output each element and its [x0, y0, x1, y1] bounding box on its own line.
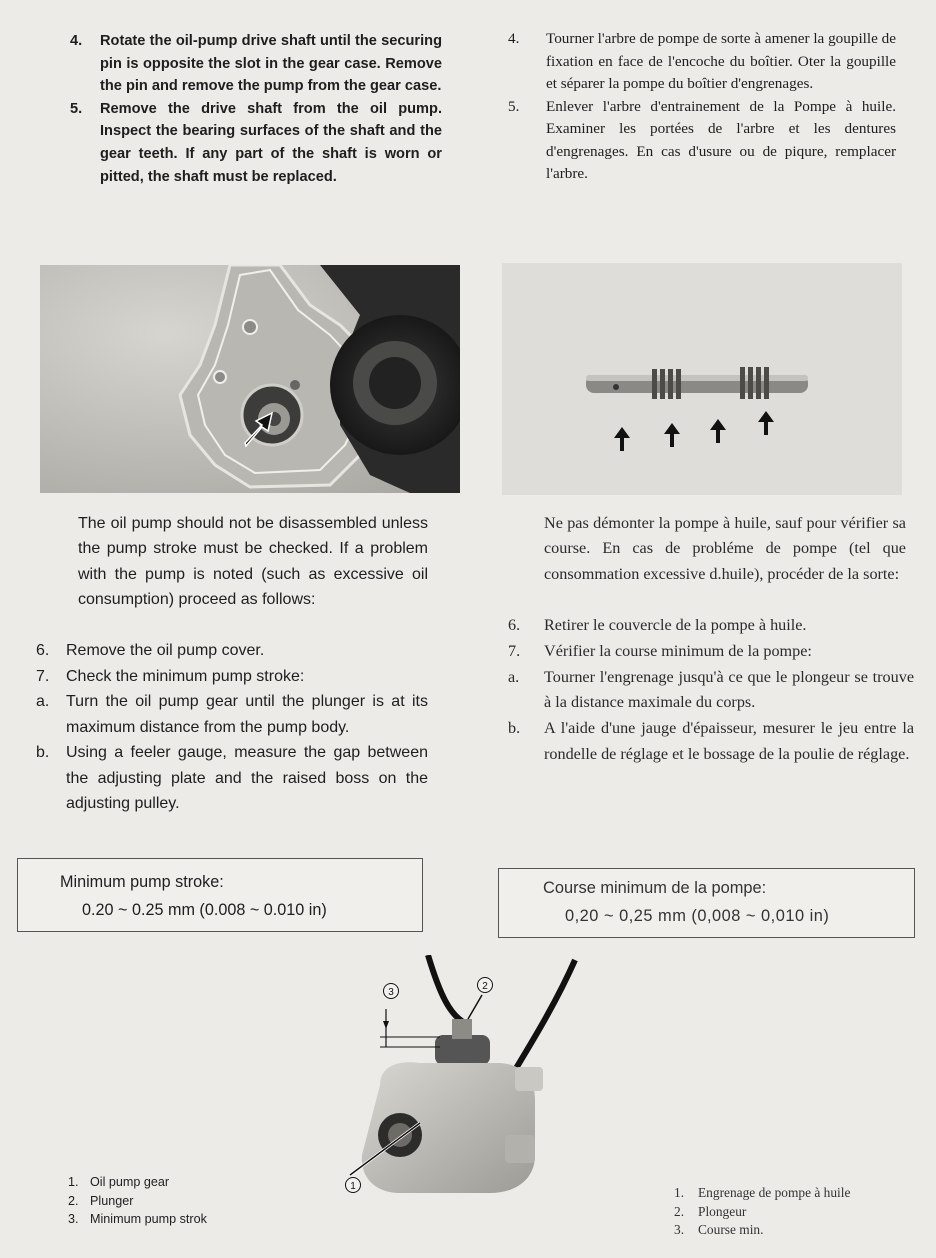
step-text: Remove the drive shaft from the oil pump. Inspect the bearing surfaces of the shaft and the gear teeth. If any part of the shaft is worn or pitted, the shaft must be replaced. — [100, 100, 442, 185]
step-text: Tourner l'arbre de pompe de sorte à amener la goupille de fixation en face de l'encoche du boîtier. Oter la goupille et séparer la pompe du boîtier d'engrenages. — [546, 30, 896, 92]
step-number: 4. — [70, 33, 83, 49]
legend-item — [68, 1173, 207, 1192]
step-4-en — [70, 30, 442, 98]
legend-text: Engrenage de pompe à huile — [698, 1185, 851, 1200]
legend-text: Plunger — [90, 1193, 134, 1208]
legend-item — [68, 1210, 207, 1229]
step-7-fr — [508, 639, 914, 665]
step-5-fr — [508, 96, 896, 186]
spec-value: 0.20 ~ 0.25 mm (0.008 ~ 0.010 in) — [82, 901, 327, 919]
steps-english — [36, 638, 428, 817]
spec-box-fr — [498, 868, 915, 938]
callout-2: 2 — [482, 981, 488, 992]
step-6-en — [36, 638, 428, 664]
step-text: Tourner l'engrenage jusqu'à ce que le plongeur se trouve à la distance maximale du corps. — [544, 667, 914, 712]
step-number: 6. — [508, 616, 521, 634]
top-steps-english — [70, 30, 442, 188]
step-text: Turn the oil pump gear until the plunger is at its maximum distance from the pump body. — [66, 693, 428, 736]
step-number: b. — [508, 719, 521, 738]
legend-number: 1. — [674, 1185, 685, 1200]
step-number: 5. — [508, 97, 520, 115]
step-number: a. — [508, 667, 520, 686]
gear-case-photo — [40, 265, 460, 493]
spec-value: 0,20 ~ 0,25 mm (0,008 ~ 0,010 in) — [565, 907, 830, 925]
disassembly-note-fr: Ne pas démonter la pompe à huile, sauf pour vérifier sa course. En cas de probléme de pompe (tel que consommation excessive d.huile), procéder de la sorte: — [544, 514, 906, 583]
steps-french — [508, 613, 914, 768]
step-6-fr — [508, 613, 914, 639]
callout-1: 1 — [350, 1181, 356, 1192]
top-steps-french — [508, 28, 896, 186]
oil-pump-photo — [340, 955, 590, 1210]
step-text: A l'aide d'une jauge d'épaisseur, mesurer le jeu entre la rondelle de réglage et le bossage de la poulie de réglage. — [544, 719, 914, 763]
legend-text: Plongeur — [698, 1203, 747, 1219]
step-number: a. — [36, 693, 50, 710]
legend-item — [68, 1192, 207, 1211]
legend-french — [674, 1184, 850, 1240]
spec-label: Course minimum de la pompe: — [543, 879, 767, 897]
step-text: Vérifier la course minimum de la pompe: — [544, 641, 812, 660]
step-b-en — [36, 740, 428, 817]
legend-text: Course min. — [698, 1222, 764, 1237]
drive-shaft-photo — [502, 263, 902, 495]
step-5-en — [70, 98, 442, 188]
legend-text: Oil pump gear — [90, 1175, 170, 1189]
step-number: 5. — [70, 100, 83, 117]
step-a-en — [36, 689, 428, 740]
legend-number: 1. — [68, 1175, 79, 1189]
step-text: Retirer le couvercle de la pompe à huile. — [544, 616, 807, 634]
step-text: Using a feeler gauge, measure the gap between the adjusting plate and the raised boss on the adjusting pulley. — [66, 744, 428, 812]
legend-text: Minimum pump strok — [90, 1212, 207, 1226]
step-4-fr — [508, 28, 896, 96]
step-text: Check the minimum pump stroke: — [66, 667, 305, 685]
legend-item — [674, 1184, 850, 1203]
disassembly-note-en: The oil pump should not be disassembled unless the pump stroke must be checked. If a problem with the pump is noted (such as excessive oil consumption) proceed as follows: — [78, 515, 428, 609]
step-text: Remove the oil pump cover. — [66, 642, 265, 659]
legend-number: 3. — [674, 1222, 685, 1237]
legend-number: 3. — [68, 1212, 79, 1226]
callout-3: 3 — [388, 987, 394, 998]
spec-label: Minimum pump stroke: — [60, 873, 224, 891]
legend-number: 2. — [674, 1203, 685, 1219]
step-a-fr — [508, 665, 914, 717]
legend-item — [674, 1203, 850, 1222]
step-text: Enlever l'arbre d'entrainement de la Pompe à huile. Examiner les portées de l'arbre et les dentures d'engrenages. En cas d'usure ou de piqure, remplacer l'arbre. — [546, 97, 896, 182]
legend-number: 2. — [68, 1193, 79, 1208]
spec-box-en — [17, 858, 423, 932]
step-number: 7. — [36, 667, 50, 685]
step-number: b. — [36, 744, 50, 761]
step-7-en — [36, 664, 428, 690]
step-text: Rotate the oil-pump drive shaft until the securing pin is opposite the slot in the gear case. Remove the pin and remove the pump from the gear case. — [100, 33, 442, 95]
legend-item — [674, 1221, 850, 1240]
step-number: 6. — [36, 642, 50, 659]
legend-english — [68, 1173, 207, 1229]
step-number: 7. — [508, 641, 521, 660]
step-b-fr — [508, 716, 914, 768]
step-number: 4. — [508, 30, 520, 47]
